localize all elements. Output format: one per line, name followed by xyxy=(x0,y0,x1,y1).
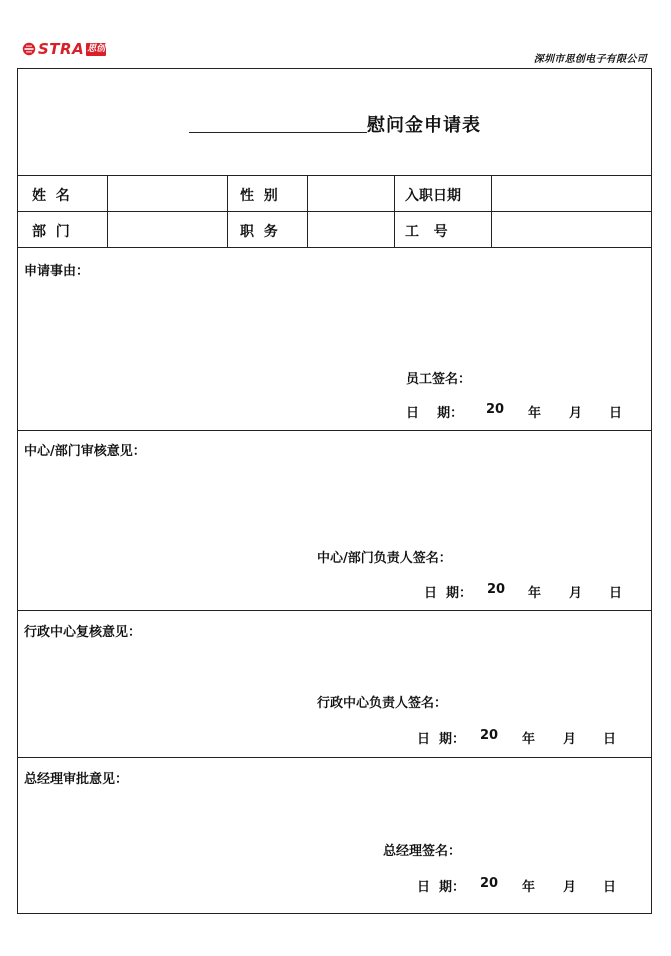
form-frame xyxy=(17,68,652,914)
dept-date-label: 日 期： xyxy=(424,586,473,601)
table-mid-line xyxy=(17,211,652,212)
reason-date-month: 月 xyxy=(569,406,583,421)
logo-mark-icon xyxy=(22,42,36,56)
gm-date-day: 日 xyxy=(603,880,617,895)
table-divider-2 xyxy=(227,175,228,247)
title-blank-line xyxy=(189,132,367,133)
section-divider-2 xyxy=(17,610,652,611)
dept-date-year-prefix: 20 xyxy=(487,582,506,597)
dept-date-year: 年 xyxy=(528,586,542,601)
gm-date-year: 年 xyxy=(522,880,536,895)
reason-date-day: 日 xyxy=(609,406,623,421)
company-logo xyxy=(22,41,106,57)
admin-date-day: 日 xyxy=(603,732,617,747)
name-label: 姓 名 xyxy=(32,188,70,204)
form-title: 慰问金申请表 xyxy=(367,115,481,136)
gm-date-label: 日 期： xyxy=(417,880,466,895)
section-divider-1 xyxy=(17,430,652,431)
dept-date-day: 日 xyxy=(609,586,623,601)
logo-text: STRA xyxy=(38,40,85,58)
gm-date-year-prefix: 20 xyxy=(480,876,499,891)
admin-date-year: 年 xyxy=(522,732,536,747)
dept-label: 部 门 xyxy=(32,224,70,240)
table-top-line xyxy=(17,175,652,176)
logo-cn-text: 思创 xyxy=(87,43,106,54)
admin-date-month: 月 xyxy=(563,732,577,747)
admin-head-signature-label: 行政中心负责人签名： xyxy=(317,696,448,711)
gm-approval-section-label: 总经理审批意见： xyxy=(24,772,129,787)
dept-head-signature-label: 中心/部门负责人签名： xyxy=(317,551,452,566)
position-label: 职 务 xyxy=(240,224,278,240)
table-divider-4 xyxy=(394,175,395,247)
section-divider-3 xyxy=(17,757,652,758)
dept-date-month: 月 xyxy=(569,586,583,601)
table-divider-1 xyxy=(107,175,108,247)
table-divider-5 xyxy=(491,175,492,247)
admin-date-label: 日 期： xyxy=(417,732,466,747)
reason-date-year: 年 xyxy=(528,406,542,421)
employee-signature-label: 员工签名： xyxy=(406,372,472,387)
admin-date-year-prefix: 20 xyxy=(480,728,499,743)
gm-date-month: 月 xyxy=(563,880,577,895)
reason-section-label: 申请事由： xyxy=(24,264,90,279)
employee-id-label: 工 号 xyxy=(405,224,448,240)
table-bottom-line xyxy=(17,247,652,248)
gender-label: 性 别 xyxy=(240,188,278,204)
dept-review-section-label: 中心/部门审核意见： xyxy=(24,444,146,459)
company-name: 深圳市思创电子有限公司 xyxy=(533,54,647,65)
admin-review-section-label: 行政中心复核意见： xyxy=(24,625,142,640)
reason-date-year-prefix: 20 xyxy=(486,402,505,417)
hire-date-label: 入职日期 xyxy=(405,188,461,204)
reason-date-label: 日 期： xyxy=(406,406,464,421)
gm-signature-label: 总经理签名： xyxy=(383,844,462,859)
table-divider-3 xyxy=(307,175,308,247)
